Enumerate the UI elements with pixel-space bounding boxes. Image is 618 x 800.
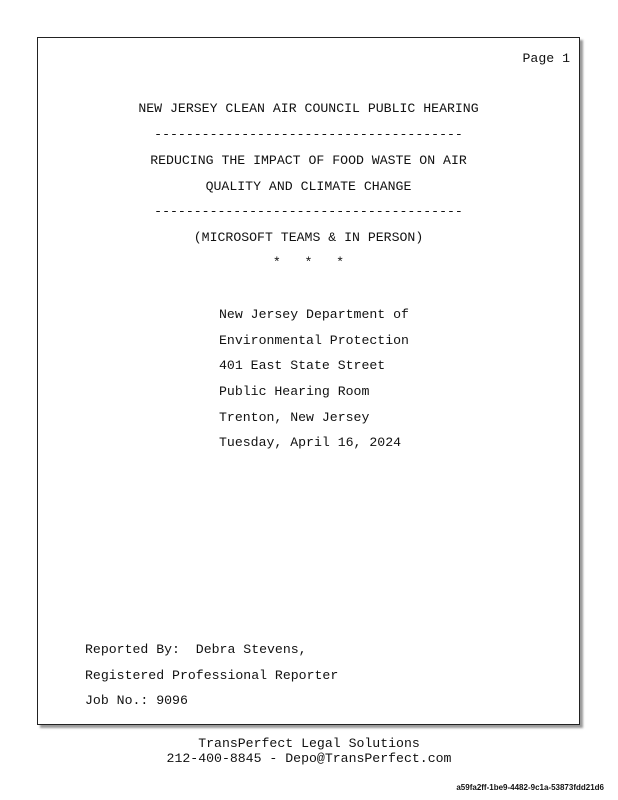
- subtitle-line-2: QUALITY AND CLIMATE CHANGE: [205, 179, 412, 194]
- hearing-format: (MICROSOFT TEAMS & IN PERSON): [193, 230, 424, 245]
- document-id: a59fa2ff-1be9-4482-9c1a-53873fdd21d6: [456, 783, 604, 792]
- reporter-title: Registered Professional Reporter: [85, 668, 339, 683]
- reported-by: Reported By: Debra Stevens,: [85, 642, 307, 657]
- title-rule-bottom: ---------------------------------------: [154, 204, 463, 219]
- page-number: Page 1: [522, 51, 570, 66]
- transcript-page: [37, 37, 580, 725]
- location-line: 401 East State Street: [219, 358, 386, 373]
- hearing-date: Tuesday, April 16, 2024: [219, 435, 402, 450]
- hearing-title: NEW JERSEY CLEAN AIR COUNCIL PUBLIC HEARING: [138, 101, 479, 116]
- section-stars: * * *: [272, 255, 345, 270]
- job-number: Job No.: 9096: [85, 693, 188, 708]
- location-line: Environmental Protection: [219, 333, 409, 348]
- footer-contact: 212-400-8845 - Depo@TransPerfect.com: [166, 751, 452, 766]
- location-line: Public Hearing Room: [219, 384, 370, 399]
- location-line: Trenton, New Jersey: [219, 410, 370, 425]
- title-rule-top: ---------------------------------------: [154, 127, 463, 142]
- subtitle-line-1: REDUCING THE IMPACT OF FOOD WASTE ON AIR: [150, 153, 467, 168]
- footer-company: TransPerfect Legal Solutions: [198, 736, 420, 751]
- location-line: New Jersey Department of: [219, 307, 409, 322]
